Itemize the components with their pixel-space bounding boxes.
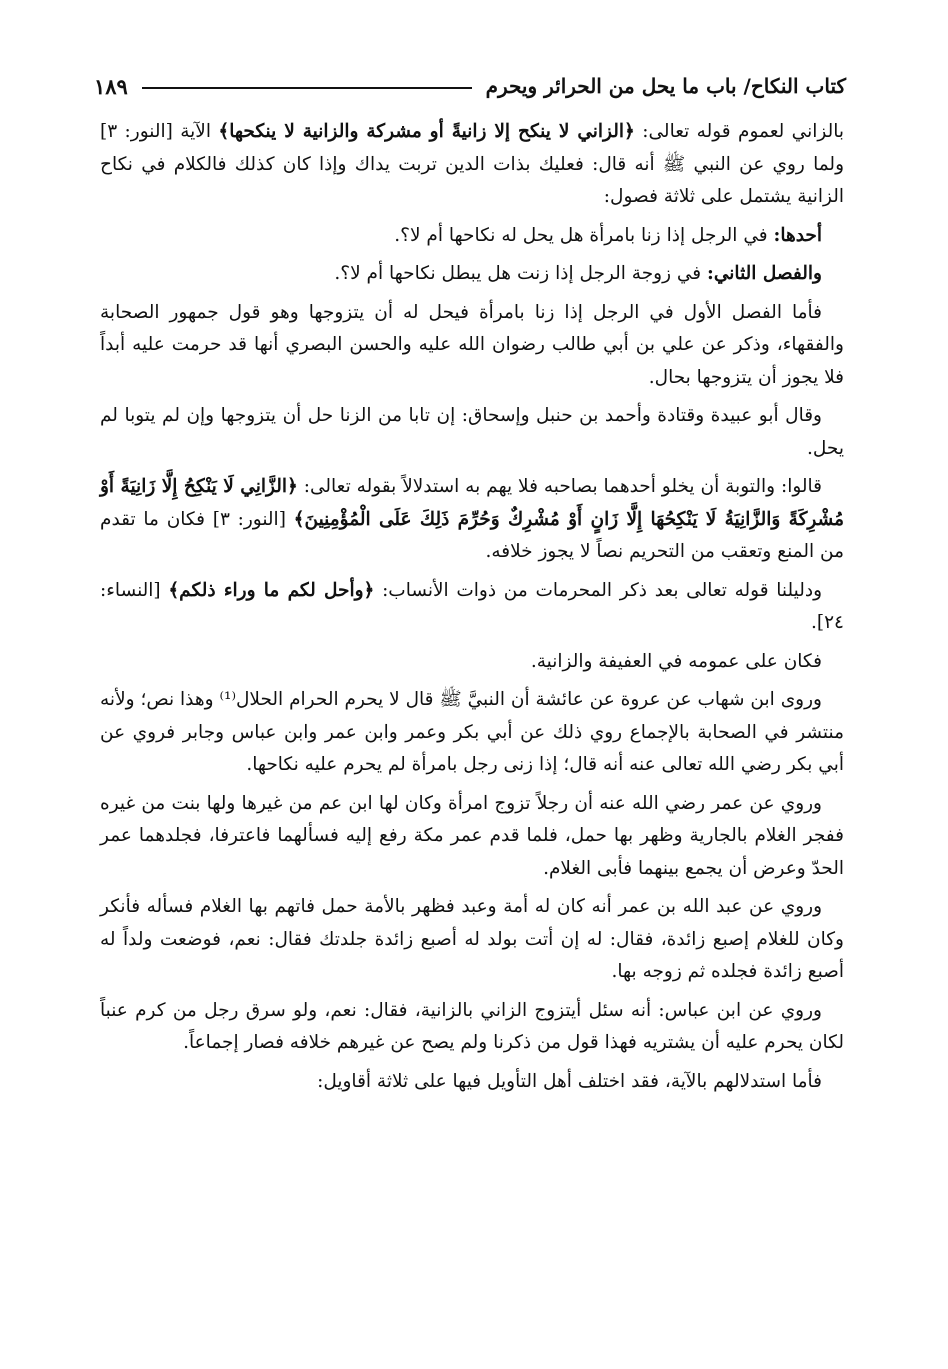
paragraph-text: وروي عن عبد الله بن عمر أنه كان له أمة وعبد فظهر بالأمة حمل فاتهم بها الغلام فسأله فأنكر وكان للغلام إصبع زائدة، فقال: له إن أتت بولد له أصبع زائدة جلدتك فقال: نعم، فوضعت ولداً له أصبع زائدة فجلده ثم زوجه بها. [100,896,844,982]
paragraph-12 [100,995,844,1060]
paragraph-text: قالوا: والتوبة أن يخلو أحدهما بصاحبه فلا يهم به استدلالاً بقوله تعالى: [297,476,823,497]
paragraph-text: في الرجل إذا زنا بامرأة هل يحل له نكاحها أم لا؟. [394,224,774,246]
paragraph-5 [100,400,844,465]
paragraph-text: [النور: ٣] فكان ما تقدم من المنع وتعقب من التحريم نصاً لا يجوز خلافه. [100,508,844,562]
paragraph-text: الآية [النور: ٣] ولما روي عن النبي ﷺ أنه قال: فعليك بذات الدين تربت يداك وإذا كان كذلك فالكلام في نكاح الزانية يشتمل على ثلاثة فصول: [100,121,844,207]
paragraph-text: فأما الفصل الأول في الرجل إذا زنا بامرأة فيحل له أن يتزوجها وهو قول جمهور الصحابة والفقهاء، وذكر عن علي بن أبي طالب رضوان الله عليه والحسن البصري أنها قد حرمت عليه أبداً فلا يجوز أن يتزوجها بحال. [100,301,844,388]
quran-quote: ﴿الزَّانِي لَا يَنْكِحُ إِلَّا زَانِيَةً أَوْ مُشْرِكَةً وَالزَّانِيَةُ لَا يَنْكِحُهَا إِلَّا زَانٍ أَوْ مُشْرِكٌ وَحُرِّمَ ذَلِكَ عَلَى الْمُؤْمِنِينَ﴾ [100,476,844,530]
header-rule [142,87,472,89]
quran-quote: ﴿الزاني لا ينكح إلا زانيةً أو مشركة والزانية لا ينكحها﴾ [218,121,635,142]
page-body [100,116,844,1104]
page-number: ١٨٩ [94,73,128,99]
paragraph-text: فكان على عمومه في العفيفة والزانية. [530,650,822,672]
section-label: والفصل الثاني: [707,263,822,284]
paragraph-text: وقال أبو عبيدة وقتادة وأحمد بن حنبل وإسحاق: إن تابا من الزنا حل أن يتزوجها وإن لم يتوبا لم يحل. [100,405,844,459]
paragraph-13 [100,1066,844,1099]
paragraph-text: وروي عن ابن عباس: أنه سئل أيتزوج الزاني بالزانية، فقال: نعم، ولو سرق رجل من كرم عنباً لكان يحرم عليه أن يشتريه فهذا قول من ذكرنا ولم يصح عن غيرهم خلافه فصار إجماعاً. [100,999,844,1053]
paragraph-text: في زوجة الرجل إذا زنت هل يبطل نكاحها أم لا؟. [334,263,708,284]
quran-quote: ﴿وأحل لكم ما وراء ذلكم﴾ [168,579,375,601]
paragraph-text: وروى ابن شهاب عن عروة عن عائشة أن النبيَّ ﷺ قال لا يحرم الحرام الحلال⁽¹⁾ وهذا نص؛ ولأنه منتشر في الصحابة بالإجماع روي ذلك عن أبي بكر وعمر وابن عمر وابن عباس وجابر فروي عن أبي بكر رضي الله تعالى عنه أنه قال؛ إذا زنى رجل بامرأة لم يحرم عليه نكاحها. [100,689,844,775]
paragraph-text: بالزاني لعموم قوله تعالى: [634,121,845,142]
paragraph-text: وروي عن عمر رضي الله عنه أن رجلاً تزوج امرأة وكان لها ابن عم من غيرها ولها بنت من غيره ففجر الغلام بالجارية وظهر بها حمل، فلما قدم عمر مكة رفع إليه فسألهما فاعترفا، فجلدهما عمر الحدّ وعرض أن يجمع بينهما فأبى الغلام. [100,792,844,879]
paragraph-text: [النساء: ٢٤]. [100,579,844,633]
paragraph-11 [100,891,844,989]
section-label: أحدها: [773,224,822,246]
paragraph-7 [100,575,844,640]
paragraph-10 [100,788,844,886]
paragraph-8 [100,646,844,679]
paragraph-text: ودليلنا قوله تعالى بعد ذكر المحرمات من ذوات الأنساب: [374,579,823,601]
paragraph-4 [100,297,844,395]
paragraph-3 [100,258,844,291]
paragraph-2 [100,220,844,253]
paragraph-9 [100,684,844,782]
page-header [94,64,846,108]
paragraph-1 [100,116,844,214]
paragraph-text: فأما استدلالهم بالآية، فقد اختلف أهل التأويل فيها على ثلاثة أقاويل: [317,1070,822,1092]
running-title: كتاب النكاح/ باب ما يحل من الحرائر ويحرم [485,74,846,98]
paragraph-6 [100,471,844,569]
